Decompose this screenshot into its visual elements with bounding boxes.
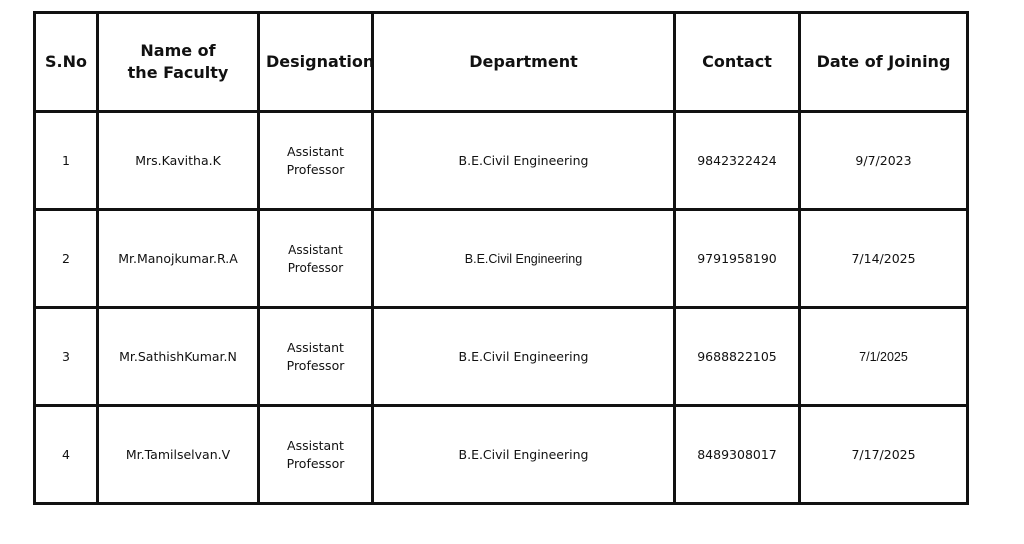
cell-name: Mr.Tamilselvan.V	[98, 406, 259, 504]
header-contact: Contact	[675, 13, 800, 112]
cell-date-of-joining: 7/1/2025	[800, 308, 968, 406]
cell-department: B.E.Civil Engineering	[373, 406, 675, 504]
header-department: Department	[373, 13, 675, 112]
cell-sno: 1	[35, 112, 98, 210]
header-name	[98, 13, 259, 112]
cell-designation-text: Assistant Professor	[287, 242, 344, 275]
cell-date-of-joining: 7/14/2025	[800, 210, 968, 308]
cell-designation-text: Assistant Professor	[286, 143, 345, 177]
cell-name: Mr.Manojkumar.R.A	[98, 210, 259, 308]
header-designation: Designation	[259, 13, 373, 112]
cell-date-of-joining: 9/7/2023	[800, 112, 968, 210]
cell-designation	[259, 308, 373, 406]
header-date-of-joining: Date of Joining	[800, 13, 968, 112]
cell-department: B.E.Civil Engineering	[373, 210, 675, 308]
cell-department: B.E.Civil Engineering	[373, 112, 675, 210]
header-sno: S.No	[35, 13, 98, 112]
cell-name: Mr.SathishKumar.N	[98, 308, 259, 406]
cell-designation-text: Assistant Professor	[286, 339, 345, 373]
cell-contact: 9842322424	[675, 112, 800, 210]
cell-name: Mrs.Kavitha.K	[98, 112, 259, 210]
cell-sno: 2	[35, 210, 98, 308]
cell-designation	[259, 112, 373, 210]
table-row	[35, 210, 968, 308]
cell-sno: 3	[35, 308, 98, 406]
cell-contact: 9791958190	[675, 210, 800, 308]
cell-date-of-joining: 7/17/2025	[800, 406, 968, 504]
table-row	[35, 406, 968, 504]
cell-sno: 4	[35, 406, 98, 504]
table-row	[35, 308, 968, 406]
table-body	[35, 112, 968, 504]
cell-contact: 8489308017	[675, 406, 800, 504]
table-header	[35, 13, 968, 112]
cell-designation-text: Assistant Professor	[286, 437, 345, 471]
table-row	[35, 112, 968, 210]
cell-department: B.E.Civil Engineering	[373, 308, 675, 406]
header-name-text: Name of the Faculty	[127, 41, 229, 82]
cell-designation	[259, 406, 373, 504]
cell-contact: 9688822105	[675, 308, 800, 406]
header-row	[35, 13, 968, 112]
cell-designation	[259, 210, 373, 308]
faculty-table	[33, 11, 969, 505]
